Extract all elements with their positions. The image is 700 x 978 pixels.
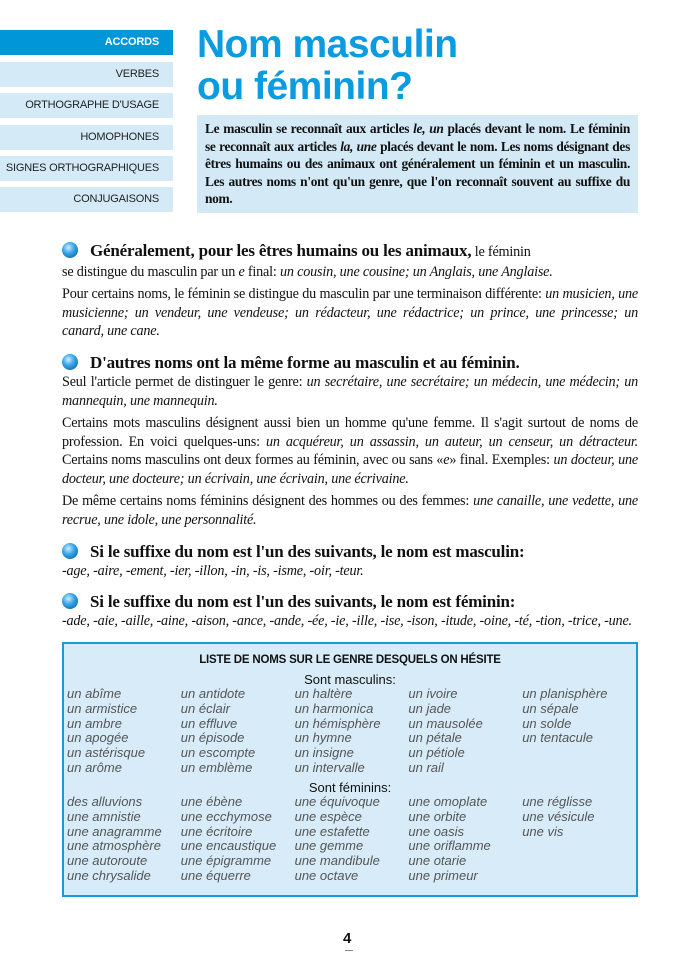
- word-item: un sépale: [522, 700, 579, 716]
- word-item: une oriflamme: [408, 838, 491, 854]
- example-text: le, un: [413, 121, 444, 136]
- rule-section: [62, 541, 638, 581]
- text-segment: Pour certains noms, le féminin se distingue du masculin par une terminaison différente:: [62, 285, 546, 302]
- word-column: [295, 795, 409, 883]
- word-item: un effluve: [180, 715, 238, 731]
- word-list-box: [62, 642, 638, 897]
- sidebar-item-orthographe-d-usage[interactable]: ORTHOGRAPHE D'USAGE: [0, 93, 173, 118]
- word-item: un pétale: [408, 730, 462, 746]
- word-item: une chrysalide: [67, 867, 151, 883]
- word-item: une vésicule: [522, 809, 595, 825]
- word-item: un armistice: [67, 700, 138, 716]
- word-item: une gemme: [294, 838, 364, 854]
- section-heading: [62, 541, 638, 562]
- example-text: un acquéreur, un assassin, un auteur, un censeur, un détracteur.: [265, 433, 638, 450]
- content-flow: [62, 240, 638, 897]
- rule-section: [62, 591, 638, 631]
- feminine-list: [64, 795, 636, 883]
- paragraph: [62, 562, 638, 581]
- paragraph: [62, 492, 638, 530]
- word-item: une omoplate: [408, 794, 488, 810]
- word-item: un tentacule: [522, 730, 594, 746]
- heading-text: Si le suffixe du nom est l'un des suivants, le nom est masculin:: [90, 541, 525, 561]
- word-item: un rail: [408, 759, 444, 775]
- bullet-ball-icon: [62, 543, 78, 559]
- bullet-ball-icon: [62, 242, 78, 258]
- section-heading: [62, 352, 638, 373]
- word-column: [181, 687, 295, 775]
- text-segment: Certains mots masculins désignent aussi bien un homme qu'une femme. Il s'agit surtout de noms de profession. En voici quelques-uns:: [62, 414, 638, 450]
- word-item: un ivoire: [408, 686, 458, 702]
- paragraph: [62, 285, 638, 341]
- masculine-label: Sont masculins:: [304, 672, 396, 688]
- example-text: la, une: [340, 138, 377, 154]
- text-segment: Le masculin se reconnaît aux articles: [205, 121, 414, 136]
- section-heading: [62, 240, 638, 263]
- title-line-2: ou féminin?: [197, 65, 413, 108]
- word-item: un abîme: [67, 686, 122, 702]
- word-item: un intervalle: [294, 759, 365, 775]
- sidebar-item-conjugaisons[interactable]: CONJUGAISONS: [0, 187, 173, 212]
- word-item: une amnistie: [67, 809, 141, 825]
- word-item: un harmonica: [294, 700, 374, 716]
- example-text: un cousin, une cousine; un Anglais, une Anglaise.: [279, 264, 553, 280]
- word-item: un astérisque: [67, 744, 146, 760]
- word-item: une estafette: [294, 823, 370, 839]
- text-segment: placés devant le nom. Les noms désignant des êtres humains ou des animaux ont généralement un féminin et un masculin. Les autres noms n'ont qu'un genre, que l'on reconnaît souvent au suffixe du nom.: [205, 138, 630, 206]
- word-item: un escompte: [180, 744, 256, 760]
- word-item: un planisphère: [522, 686, 608, 702]
- text-segment: placés devant le nom. Le féminin se reconnaît aux articles: [205, 121, 630, 154]
- word-item: un ambre: [67, 715, 122, 731]
- word-column: [522, 687, 636, 775]
- example-text: une canaille, une vedette, une recrue, une idole, une personnalité.: [62, 492, 638, 528]
- word-item: un mausolée: [408, 715, 483, 731]
- word-item: un apogée: [67, 730, 129, 746]
- text-segment: » final. Exemples:: [449, 452, 554, 469]
- word-column: [67, 687, 181, 775]
- word-item: une écritoire: [180, 823, 253, 839]
- word-item: une anagramme: [67, 823, 162, 839]
- text-segment: final:: [244, 264, 280, 280]
- text-segment: Seul l'article permet de distinguer le genre:: [62, 374, 307, 391]
- word-item: un éclair: [180, 700, 230, 716]
- word-list-title: LISTE DE NOMS SUR LE GENRE DESQUELS ON HÉSITE: [199, 654, 501, 667]
- sidebar-item-signes-orthographiques[interactable]: SIGNES ORTHOGRAPHIQUES: [0, 156, 173, 181]
- heading-text: D'autres noms ont la même forme au masculin et au féminin.: [90, 353, 520, 373]
- word-column: [522, 795, 636, 883]
- word-column: [67, 795, 181, 883]
- paragraph: [62, 373, 638, 411]
- word-item: une vis: [522, 823, 564, 839]
- example-text: e: [443, 452, 450, 469]
- word-item: des alluvions: [67, 794, 143, 810]
- sidebar-item-homophones[interactable]: HOMOPHONES: [0, 125, 173, 150]
- example-text: un docteur, une docteur, une docteure; un écrivain, une écrivain, une écrivaine.: [62, 452, 639, 488]
- word-item: un arôme: [67, 759, 122, 775]
- word-item: un épisode: [180, 730, 245, 746]
- sidebar-item-verbes[interactable]: VERBES: [0, 62, 173, 87]
- word-column: [408, 795, 522, 883]
- page-number-rule: [345, 950, 353, 951]
- example-text: -ade, -aie, -aille, -aine, -aison, -ance, -ande, -ée, -ie, -ille, -ise, -ison, -itude, -oine, -té, -tion, -trice, -une.: [62, 613, 632, 630]
- word-item: une autoroute: [67, 853, 148, 869]
- word-column: [408, 687, 522, 775]
- heading-lead-text: le féminin: [471, 244, 531, 260]
- word-item: un solde: [522, 715, 572, 731]
- word-item: une équivoque: [294, 794, 380, 810]
- bullet-ball-icon: [62, 354, 78, 370]
- word-item: une mandibule: [294, 853, 380, 869]
- rule-section: [62, 352, 638, 529]
- paragraph: [62, 263, 638, 282]
- example-text: -age, -aire, -ement, -ier, -illon, -in, -is, -isme, -oir, -teur.: [62, 562, 364, 579]
- title-line-1: Nom masculin: [197, 23, 458, 66]
- feminine-label: Sont féminins:: [308, 780, 392, 796]
- word-item: une oasis: [408, 823, 465, 839]
- heading-text: Généralement, pour les êtres humains ou les animaux,: [90, 241, 472, 260]
- sidebar-item-accords[interactable]: ACCORDS: [0, 30, 173, 55]
- intro-box: [197, 115, 638, 213]
- paragraph: [62, 414, 638, 489]
- main-content: [62, 240, 638, 631]
- example-text: un musicien, une musicienne; un vendeur, une vendeuse; un rédacteur, une rédactrice; un prince, une princesse; un canard, une cane.: [62, 285, 639, 340]
- word-item: une espèce: [294, 809, 362, 825]
- page-number: 4: [343, 930, 352, 947]
- text-segment: se distingue du masculin par un: [62, 264, 239, 280]
- masculine-list: [64, 687, 636, 775]
- word-item: une encaustique: [180, 838, 277, 854]
- bullet-ball-icon: [62, 593, 78, 609]
- paragraph: [62, 612, 638, 631]
- word-item: un hémisphère: [294, 715, 381, 731]
- word-item: un haltère: [294, 686, 353, 702]
- word-item: une otarie: [408, 853, 467, 869]
- word-item: une équerre: [180, 867, 251, 883]
- word-item: un jade: [408, 700, 452, 716]
- word-column: [181, 795, 295, 883]
- example-text: e: [238, 264, 245, 280]
- word-item: une octave: [294, 867, 359, 883]
- word-item: une atmosphère: [67, 838, 161, 854]
- section-heading: [62, 591, 638, 612]
- word-item: un insigne: [294, 744, 354, 760]
- page-title: [197, 24, 458, 108]
- rule-section: [62, 240, 638, 341]
- word-item: un pétiole: [408, 744, 465, 760]
- word-item: un emblème: [180, 759, 253, 775]
- word-item: un hymne: [294, 730, 352, 746]
- heading-text: Si le suffixe du nom est l'un des suivants, le nom est féminin:: [90, 592, 516, 612]
- word-item: une ébène: [180, 794, 243, 810]
- example-text: un secrétaire, une secrétaire; un médecin, une médecin; un mannequin, une mannequin.: [62, 374, 638, 409]
- word-item: une réglisse: [522, 794, 593, 810]
- text-segment: Certains noms masculins ont deux formes au féminin, avec ou sans «: [62, 452, 444, 469]
- word-item: un antidote: [180, 686, 246, 702]
- text-segment: De même certains noms féminins désignent des hommes ou des femmes:: [62, 492, 474, 509]
- word-item: une orbite: [408, 809, 467, 825]
- word-item: une épigramme: [180, 853, 272, 869]
- word-item: une ecchymose: [180, 809, 272, 825]
- word-column: [295, 687, 409, 775]
- word-item: une primeur: [408, 867, 478, 883]
